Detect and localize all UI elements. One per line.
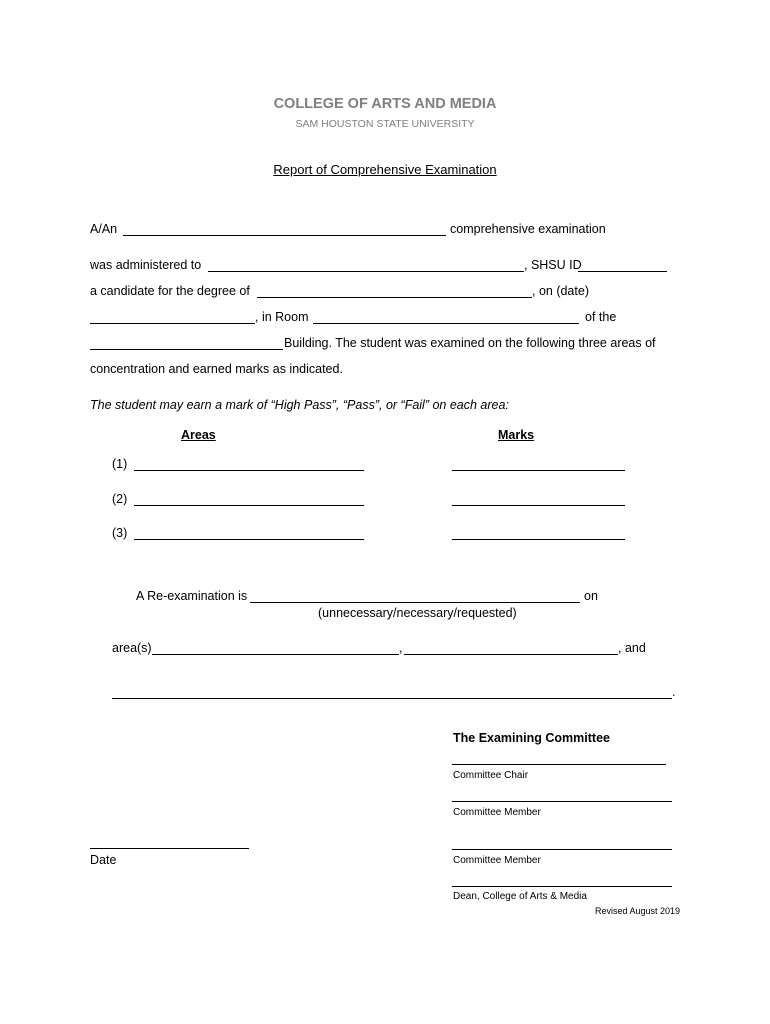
college-title: COLLEGE OF ARTS AND MEDIA <box>273 96 497 112</box>
reexam-status-field[interactable] <box>250 602 580 603</box>
area-field[interactable] <box>134 539 364 540</box>
line1-prefix: A/An <box>90 222 118 236</box>
shsu-id-label: , SHSU ID <box>524 258 582 272</box>
instruction-text: The student may earn a mark of “High Pass”, “Pass”, or “Fail” on each area: <box>90 398 509 412</box>
line4-suffix: of the <box>585 310 617 324</box>
reexam-options: (unnecessary/necessary/requested) <box>318 606 517 620</box>
reexam-suffix: on <box>584 589 598 603</box>
mark-field[interactable] <box>452 470 625 471</box>
reexam-area1-field[interactable] <box>152 654 399 655</box>
report-title: Report of Comprehensive Examination <box>273 162 497 177</box>
student-name-field[interactable] <box>208 271 524 272</box>
areas-prefix: area(s) <box>112 641 152 655</box>
dean-label: Dean, College of Arts & Media <box>453 891 587 902</box>
areas-comma: , <box>399 641 403 655</box>
reexam-area3-field[interactable] <box>112 698 672 699</box>
end-period: . <box>672 685 676 699</box>
date-label-inline: , on (date) <box>532 284 589 298</box>
date-signature-field[interactable] <box>90 848 249 849</box>
reexam-prefix: A Re-examination is <box>136 589 248 603</box>
row-number: (1) <box>112 457 128 471</box>
committee-title: The Examining Committee <box>453 731 610 745</box>
member1-signature-field[interactable] <box>452 801 672 802</box>
date-label: Date <box>90 853 117 867</box>
chair-signature-field[interactable] <box>452 764 666 765</box>
chair-label: Committee Chair <box>453 770 529 781</box>
line2-prefix: was administered to <box>90 258 202 272</box>
reexam-area2-field[interactable] <box>404 654 618 655</box>
member2-label: Committee Member <box>453 855 541 866</box>
exam-date-field[interactable] <box>90 323 255 324</box>
member1-label: Committee Member <box>453 807 541 818</box>
line6-text: concentration and earned marks as indicated. <box>90 362 343 376</box>
line3-prefix: a candidate for the degree of <box>90 284 250 298</box>
room-field[interactable] <box>313 323 579 324</box>
mark-field[interactable] <box>452 539 625 540</box>
member2-signature-field[interactable] <box>452 849 672 850</box>
row-number: (3) <box>112 526 128 540</box>
revised-note: Revised August 2019 <box>595 906 681 916</box>
room-label: , in Room <box>255 310 309 324</box>
row-number: (2) <box>112 492 128 506</box>
line1-suffix: comprehensive examination <box>450 222 606 236</box>
dean-signature-field[interactable] <box>452 886 672 887</box>
areas-suffix: , and <box>618 641 646 655</box>
line5-suffix: Building. The student was examined on the following three areas of <box>284 336 656 350</box>
building-field[interactable] <box>90 349 283 350</box>
exam-type-field[interactable] <box>123 235 446 236</box>
area-field[interactable] <box>134 470 364 471</box>
mark-field[interactable] <box>452 505 625 506</box>
shsu-id-field[interactable] <box>578 271 667 272</box>
areas-header: Areas <box>181 428 216 442</box>
area-field[interactable] <box>134 505 364 506</box>
marks-header: Marks <box>498 428 535 442</box>
university-subtitle: SAM HOUSTON STATE UNIVERSITY <box>295 118 475 130</box>
degree-field[interactable] <box>257 297 532 298</box>
